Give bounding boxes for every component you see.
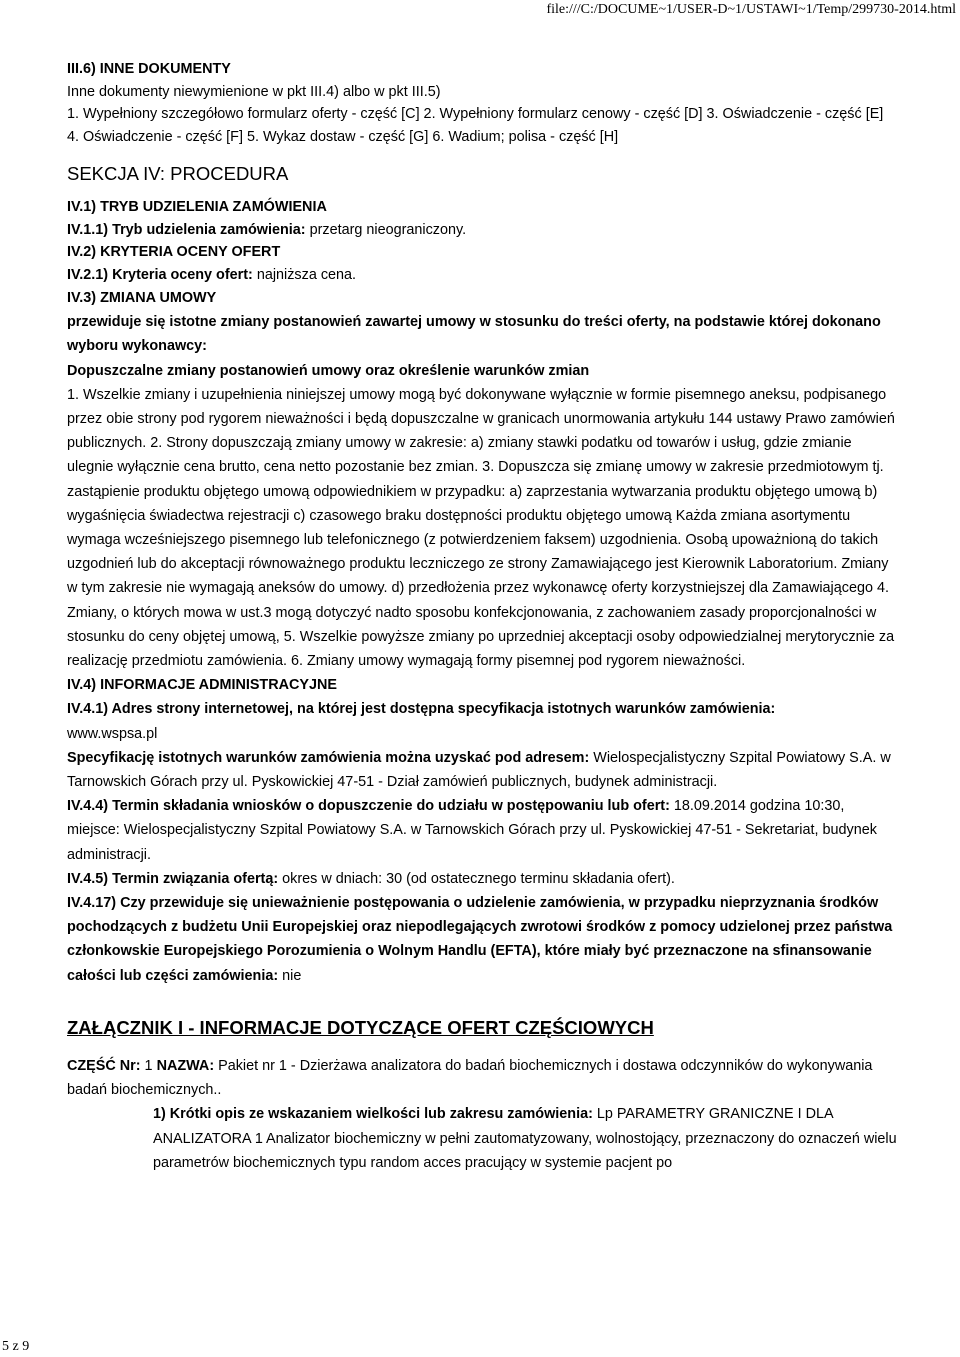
annex-title: ZAŁĄCZNIK I - INFORMACJE DOTYCZĄCE OFERT CZĘŚCIOWYCH bbox=[67, 1016, 654, 1038]
document-content bbox=[67, 58, 897, 1175]
contract-change-subheading: Dopuszczalne zmiany postanowień umowy oraz określenie warunków zmian bbox=[67, 362, 590, 379]
field-value: przetarg nieograniczony. bbox=[305, 221, 467, 238]
section-iv-3 bbox=[67, 286, 897, 673]
section-heading: IV.1) TRYB UDZIELENIA ZAMÓWIENIA bbox=[67, 199, 327, 215]
annex-part bbox=[67, 1054, 897, 1175]
field-value: okres w dniach: 30 (od ostatecznego terminu składania ofert). bbox=[278, 870, 675, 887]
section-heading: III.6) INNE DOKUMENTY bbox=[67, 61, 231, 77]
field-label: IV.1.1) Tryb udzielenia zamówienia: bbox=[67, 221, 306, 238]
field-value: Lp PARAMETRY GRANICZNE I DLA ANALIZATORA 1 Analizator biochemiczny w pełni zautomatyzowany, wolnostojący, przeznaczony do oznaczeń wielu parametrów biochemicznych typu random acces pracujący w systemie pacjent po bbox=[153, 1106, 897, 1171]
section-iii-6 bbox=[67, 58, 897, 148]
section-heading: IV.3) ZMIANA UMOWY bbox=[67, 290, 217, 306]
field-value: Wielospecjalistyczny Szpital Powiatowy S.A. w Tarnowskich Górach przy ul. Pyskowickiej 47-51 - Dział zamówień publicznych, budynek administracji. bbox=[67, 749, 891, 791]
name-label: NAZWA: bbox=[156, 1057, 215, 1074]
field-value: 18.09.2014 godzina 10:30, miejsce: Wielospecjalistyczny Szpital Powiatowy S.A. w Tarnowskich Górach przy ul. Pyskowickiej 47-51 - Sekretariat, budynek administracji. bbox=[67, 798, 877, 863]
name-value: Pakiet nr 1 - Dzierżawa analizatora do badań biochemicznych i dostawa odczynników do wykonywania badań biochemicznych.. bbox=[67, 1057, 873, 1099]
part-number: 1 bbox=[140, 1057, 157, 1074]
short-description bbox=[153, 1102, 897, 1175]
binding-period bbox=[67, 867, 897, 891]
field-label: 1) Krótki opis ze wskazaniem wielkości lub zakresu zamówienia: bbox=[153, 1106, 593, 1123]
contract-change-question: przewiduje się istotne zmiany postanowień zawartej umowy w stosunku do treści oferty, na podstawie której dokonano wyboru wykonawcy: bbox=[67, 314, 881, 355]
other-documents-line: Inne dokumenty niewymienione w pkt III.4) albo w pkt III.5) bbox=[67, 83, 441, 100]
award-criteria bbox=[67, 264, 897, 287]
section-iv-2 bbox=[67, 241, 897, 286]
section-iv-4 bbox=[67, 673, 897, 988]
section-iv-title: SEKCJA IV: PROCEDURA bbox=[67, 163, 289, 184]
field-value: najniższa cena. bbox=[252, 266, 357, 283]
spec-url-value: www.wspsa.pl bbox=[67, 725, 158, 742]
field-label: IV.4.5) Termin związania ofertą: bbox=[67, 870, 279, 887]
field-label: IV.2.1) Kryteria oceny ofert: bbox=[67, 266, 253, 283]
eu-funds-cancellation bbox=[67, 891, 897, 988]
section-heading: IV.2) KRYTERIA OCENY OFERT bbox=[67, 244, 281, 260]
spec-url-label: IV.4.1) Adres strony internetowej, na której jest dostępna specyfikacja istotnych warunków zamówienia: bbox=[67, 701, 776, 718]
field-label: Specyfikację istotnych warunków zamówienia można uzyskać pod adresem: bbox=[67, 749, 590, 766]
other-documents-text: 1. Wypełniony szczegółowo formularz oferty - część [C] 2. Wypełniony formularz cenowy - część [D] 3. Oświadczenie - część [E] 4. Oświadczenie - część [F] 5. Wykaz dostaw - część [G] 6. Wadium; polisa - część [H] bbox=[67, 106, 884, 145]
submission-deadline bbox=[67, 794, 897, 867]
section-iv-1 bbox=[67, 196, 897, 241]
procedure-type bbox=[67, 219, 897, 242]
field-label: IV.4.4) Termin składania wniosków o dopuszczenie do udziału w postępowaniu lub ofert: bbox=[67, 798, 670, 815]
page-number: 5 z 9 bbox=[2, 1339, 30, 1354]
part-label: CZĘŚĆ Nr: bbox=[67, 1057, 141, 1074]
page-url-header: file:///C:/DOCUME~1/USER-D~1/USTAWI~1/Temp/299730-2014.html bbox=[546, 2, 956, 17]
spec-address bbox=[67, 746, 897, 794]
contract-change-text: 1. Wszelkie zmiany i uzupełnienia niniejszej umowy mogą być dokonywane wyłącznie w formie pisemnego aneksu, podpisanego przez obie strony pod rygorem nieważności i będą dopuszczalne w granicach unormowania artykułu 144 ustawy Prawo zamówień publicznych. 2. Strony dopuszczają zmiany umowy w zakresie: a) zmiany stawki podatku od towarów i usług, gdzie zmianie ulegnie wyłącznie cena brutto, cena netto pozostanie bez zmian. 3. Dopuszcza się zmianę umowy w zakresie przedmiotowym tj. zastąpienie produktu objętego umową odpowiednikiem w przypadku: a) zaprzestania wytwarzania produktu objętego umową b) wygaśnięcia świadectwa rejestracji c) czasowego braku dostępności produktu objętego umową Każda zmiana asortymentu wymaga wcześniejszego pisemnego lub telefonicznego (z potwierdzeniem faksem) uzgodnienia. Osobą upoważnioną do takich uzgodnień lub do akceptacji równoważnego produktu leczniczego ze strony Zamawiającego jest Kierownik Laboratorium. Zmiany w tym zakresie nie wymagają aneksów do umowy. d) przedłożenia przez wykonawcę oferty korzystniejszej dla Zamawiającego 4. Zmiany, o których mowa w ust.3 mogą dotyczyć nadto sposobu konfekcjonowania, z zachowaniem zasady proporcjonalności w stosunku do ceny objętej umową, 5. Wszelkie powyższe zmiany po uprzedniej akceptacji osoby odpowiedzialnej merytorycznie za realizację przedmiotu zamówienia. 6. Zmiany umowy wymagają formy pisemnej pod rygorem nieważności. bbox=[67, 386, 895, 670]
section-heading: IV.4) INFORMACJE ADMINISTRACYJNE bbox=[67, 677, 337, 694]
field-label: IV.4.17) Czy przewiduje się unieważnienie postępowania o udzielenie zamówienia, w przypadku nieprzyznania środków pochodzących z budżetu Unii Europejskiej oraz niepodlegających zwrotowi środków z pomocy udzielonej przez państwa członkowskie Europejskiego Porozumienia o Wolnym Handlu (EFTA), które miały być przeznaczone na sfinansowanie całości lub części zamówienia: bbox=[67, 895, 893, 984]
part-name bbox=[67, 1054, 897, 1102]
field-value: nie bbox=[278, 967, 302, 984]
